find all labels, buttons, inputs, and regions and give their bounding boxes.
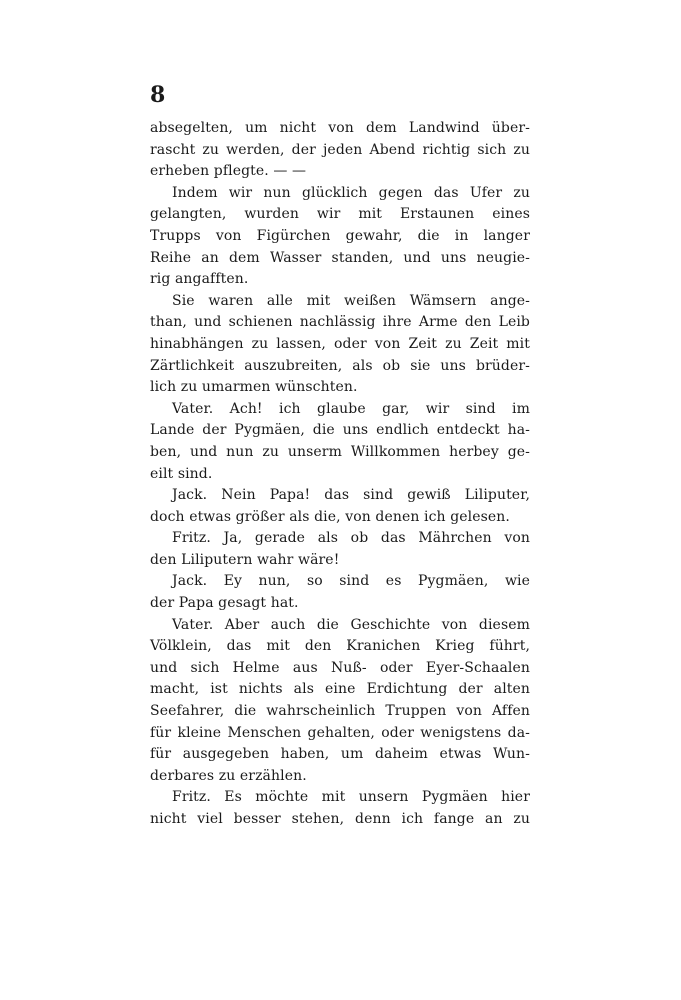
text-line: für kleine Menschen gehalten, oder wenigstens da- bbox=[150, 724, 530, 741]
text-line: lich zu umarmen wünschten. bbox=[150, 379, 358, 396]
text-line: Vater. Aber auch die Geschichte von diesem bbox=[172, 616, 530, 633]
text-line: doch etwas größer als die, von denen ich gelesen. bbox=[150, 508, 510, 525]
text-line: der Papa gesagt hat. bbox=[150, 595, 299, 612]
text-line: gelangten, wurden wir mit Erstaunen eines bbox=[150, 206, 530, 223]
text-line: den Liliputern wahr wäre! bbox=[150, 551, 340, 568]
text-line: Trupps von Figürchen gewahr, die in langer bbox=[150, 227, 530, 244]
text-line: und sich Helme aus Nuß- oder Eyer-Schaalen bbox=[150, 659, 530, 676]
text-line: für ausgegeben haben, um daheim etwas Wun- bbox=[150, 746, 530, 763]
text-line: eilt sind. bbox=[150, 465, 213, 482]
text-line: nicht viel besser stehen, denn ich fange an zu bbox=[150, 811, 530, 827]
text-line: Fritz. Es möchte mit unsern Pygmäen hier bbox=[172, 789, 530, 806]
body-text bbox=[150, 118, 530, 831]
page-number: 8 bbox=[150, 82, 166, 108]
text-line: erheben pflegte. — — bbox=[150, 163, 307, 180]
text-line: rig angafften. bbox=[150, 271, 249, 288]
text-line: hinabhängen zu lassen, oder von Zeit zu Zeit mit bbox=[150, 335, 530, 352]
text-line: Lande der Pygmäen, die uns endlich entdeckt ha- bbox=[150, 422, 530, 439]
text-line: Fritz. Ja, gerade als ob das Mährchen von bbox=[172, 530, 530, 547]
text-line: derbares zu erzählen. bbox=[150, 767, 307, 784]
text-line: ben, und nun zu unserm Willkommen herbey ge- bbox=[150, 443, 530, 460]
text-line: Jack. Ey nun, so sind es Pygmäen, wie bbox=[172, 573, 530, 590]
text-line: rascht zu werden, der jeden Abend richtig sich zu bbox=[150, 141, 530, 158]
text-line: Reihe an dem Wasser standen, und uns neugie- bbox=[150, 249, 530, 266]
text-line: Vater. Ach! ich glaube gar, wir sind im bbox=[172, 400, 530, 417]
text-line: Seefahrer, die wahrscheinlich Truppen von Affen bbox=[150, 703, 530, 720]
text-line: Sie waren alle mit weißen Wämsern ange- bbox=[172, 292, 530, 309]
text-line: Völklein, das mit den Kranichen Krieg führt, bbox=[150, 638, 530, 655]
text-line: absegelten, um nicht von dem Landwind über- bbox=[150, 120, 530, 136]
text-line: Zärtlichkeit auszubreiten, als ob sie uns brüder- bbox=[150, 357, 530, 374]
text-line: than, und schienen nachlässig ihre Arme den Leib bbox=[150, 314, 530, 331]
text-line: Jack. Nein Papa! das sind gewiß Liliputer, bbox=[172, 487, 530, 504]
text-line: Indem wir nun glücklich gegen das Ufer zu bbox=[172, 184, 530, 201]
text-line: macht, ist nichts als eine Erdichtung der alten bbox=[150, 681, 530, 698]
